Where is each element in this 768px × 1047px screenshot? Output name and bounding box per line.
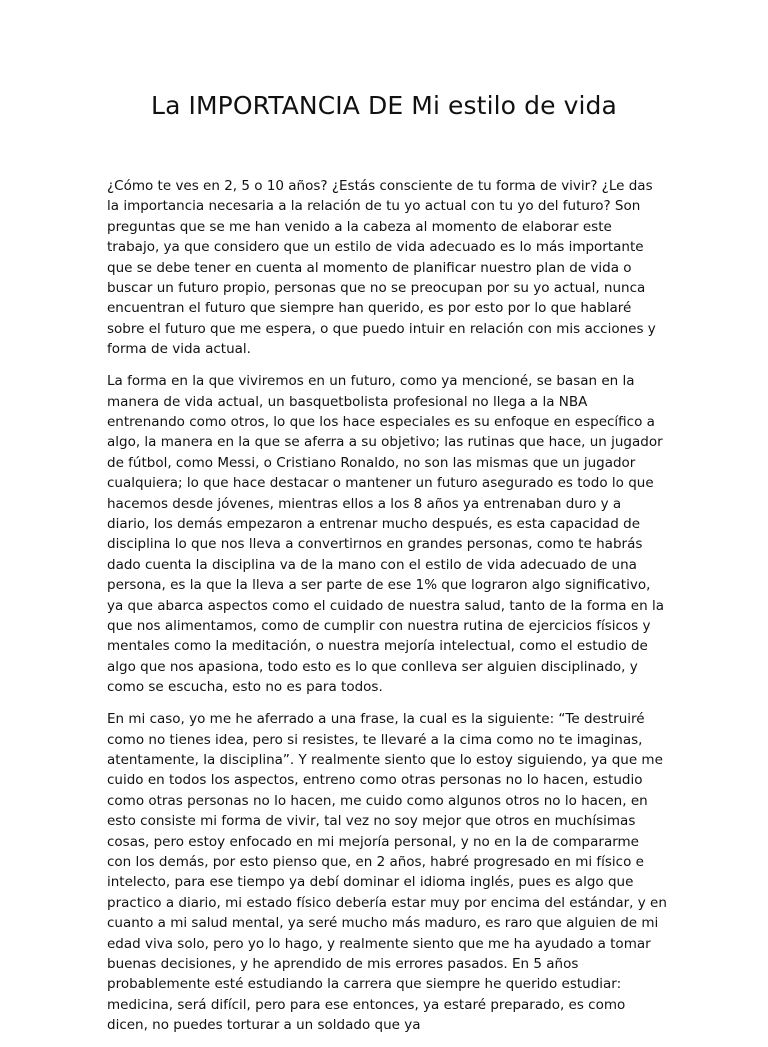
paragraph-3: En mi caso, yo me he aferrado a una frase, la cual es la siguiente: “Te destruiré como no tienes idea, pero si resistes, te llevaré a la cima como no te imaginas, atentamente, la disciplina”. Y realmente siento que lo estoy siguiendo, ya que me cuido en todos los aspectos, entreno como otras personas no lo hacen, estudio como otras personas no lo hacen, me cuido como algunos otros no lo hacen, en esto consiste mi forma de vivir, tal vez no soy mejor que otros en muchísimas cosas, pero estoy enfocado en mi mejoría personal, y no en la de compararme con los demás, por esto pienso que, en 2 años, habré progresado en mi físico e intelecto, para ese tiempo ya debí dominar el idioma inglés, pues es algo que practico a diario, mi estado físico debería estar muy por encima del estándar, y en cuanto a mi salud mental, ya seré mucho más maduro, es raro que alguien de mi edad viva solo, pero yo lo hago, y realmente siento que me ha ayudado a tomar buenas decisiones, y he aprendido de mis errores pasados. En 5 años probablemente esté estudiando la carrera que siempre he querido estudiar: medicina, será difícil, pero para ese entonces, ya estaré preparado, es como dicen, no puedes torturar a un soldado que ya <box>107 711 667 1034</box>
document-title: La IMPORTANCIA DE Mi estilo de vida <box>151 91 617 120</box>
paragraph-1: ¿Cómo te ves en 2, 5 o 10 años? ¿Estás consciente de tu forma de vivir? ¿Le das la importancia necesaria a la relación de tu yo actual con tu yo del futuro? Son preguntas que se me han venido a la cabeza al momento de elaborar este trabajo, ya que considero que un estilo de vida adecuado es lo más importante que se debe tener en cuenta al momento de planificar nuestro plan de vida o buscar un futuro propio, personas que no se preocupan por su yo actual, nunca encuentran el futuro que siempre han querido, es por esto por lo que hablaré sobre el futuro que me espera, o que puedo intuir en relación con mis acciones y forma de vida actual. <box>107 178 656 358</box>
paragraph-2: La forma en la que viviremos en un futuro, como ya mencioné, se basan en la manera de vida actual, un basquetbolista profesional no llega a la NBA entrenando como otros, lo que los hace especiales es su enfoque en específico a algo, la manera en la que se aferra a su objetivo; las rutinas que hace, un jugador de fútbol, como Messi, o Cristiano Ronaldo, no son las mismas que un jugador cualquiera; lo que hace destacar o mantener un futuro asegurado es todo lo que hacemos desde jóvenes, mientras ellos a los 8 años ya entrenaban duro y a diario, los demás empezaron a entrenar mucho después, es esta capacidad de disciplina lo que nos lleva a convertirnos en grandes personas, como te habrás dado cuenta la disciplina va de la mano con el estilo de vida adecuado de una persona, es la que la lleva a ser parte de ese 1% que lograron algo significativo, ya que abarca aspectos como el cuidado de nuestra salud, tanto de la forma en la que nos alimentamos, como de cumplir con nuestra rutina de ejercicios físicos y mentales como la meditación, o nuestra mejoría intelectual, como el estudio de algo que nos apasiona, todo esto es lo que conlleva ser alguien disciplinado, y como se escucha, esto no es para todos. <box>107 373 664 696</box>
document-body <box>107 176 667 1047</box>
